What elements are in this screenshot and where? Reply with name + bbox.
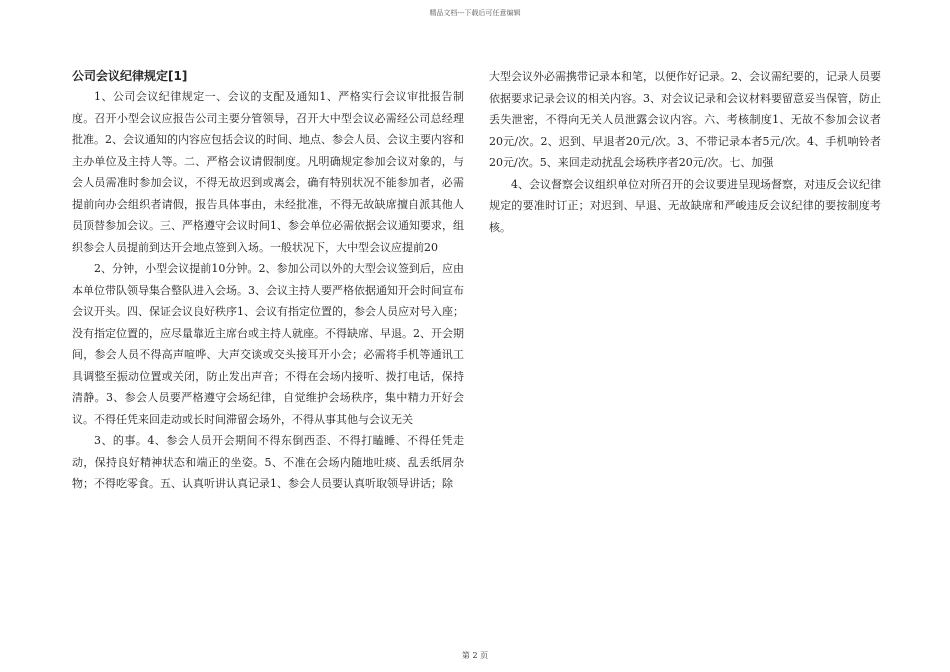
- paragraph: 4、会议督察会议组织单位对所召开的会议要进呈现场督察，对违反会议纪律规定的要准时订正；对迟到、早退、无故缺席和严峻违反会议纪律的要按制度考核。: [489, 177, 881, 234]
- paragraph: 3、的事。4、参会人员开会期间不得东倒西歪、不得打瞌睡、不得任凭走动，保持良好精神状态和端正的坐姿。5、不准在会场内随地吐痰、乱丢纸屑杂物；不得吃零食。五、认真听讲认真记录1、参会人员要认真听取领导讲话；除: [72, 434, 464, 490]
- paragraph: 2、分钟，小型会议提前10分钟。2、参加公司以外的大型会议签到后，应由本单位带队领导集合整队进入会场。3、会议主持人要严格依据通知开会时间宣布会议开头。四、保证会议良好秩序1、会议有指定位置的，参会人员应对号入座；没有指定位置的，应尽量靠近主席台或主持人就座。不得缺席、早退。2、开会期间，参会人员不得高声喧哗、大声交谈或交头接耳开小会；必需将手机等通讯工具调整至振动位置或关闭，防止发出声音；不得在会场内接听、拨打电话，保持清静。3、参会人员要严格遵守会场纪律，自觉维护会场秩序，集中精力开好会议。不得任凭来回走动或长时间滞留会场外，不得从事其他与会议无关: [72, 262, 464, 426]
- left-column: [72, 66, 464, 495]
- right-column: [489, 66, 881, 238]
- page-header: 精品文档---下载后可任意编辑: [429, 9, 521, 17]
- page-number: 第 2 页: [461, 651, 489, 660]
- paragraph-continuation: 大型会议外必需携带记录本和笔，以便作好记录。2、会议需纪要的，记录人员要依据要求记录会议的相关内容。3、对会议记录和会议材料要留意妥当保管，防止丢失泄密，不得向无关人员泄露会议内容。六、考核制度1、无故不参加会议者20元/次。2、迟到、早退者20元/次。3、不带记录本者5元/次。4、手机响铃者20元/次。5、来回走动扰乱会场秩序者20元/次。七、加强: [489, 70, 881, 169]
- paragraph: 1、公司会议纪律规定一、会议的支配及通知1、严格实行会议审批报告制度。召开小型会议应报告公司主要分管领导，召开大中型会议必需经公司总经理批准。2、会议通知的内容应包括会议的时间、地点、参会人员、会议主要内容和主办单位及主持人等。二、严格会议请假制度。凡明确规定参加会议对象的，与会人员需准时参加会议，不得无故迟到或离会，确有特别状况不能参加者，必需提前向办会组织者请假，报告具体事由，未经批准，不得无故缺席擅自派其他人员顶替参加会议。三、严格遵守会议时间1、参会单位必需依据会议通知要求，组织参会人员提前到达开会地点签到入场。一般状况下，大中型会议应提前20: [72, 90, 464, 254]
- document-title: 公司会议纪律规定[1]: [72, 69, 188, 83]
